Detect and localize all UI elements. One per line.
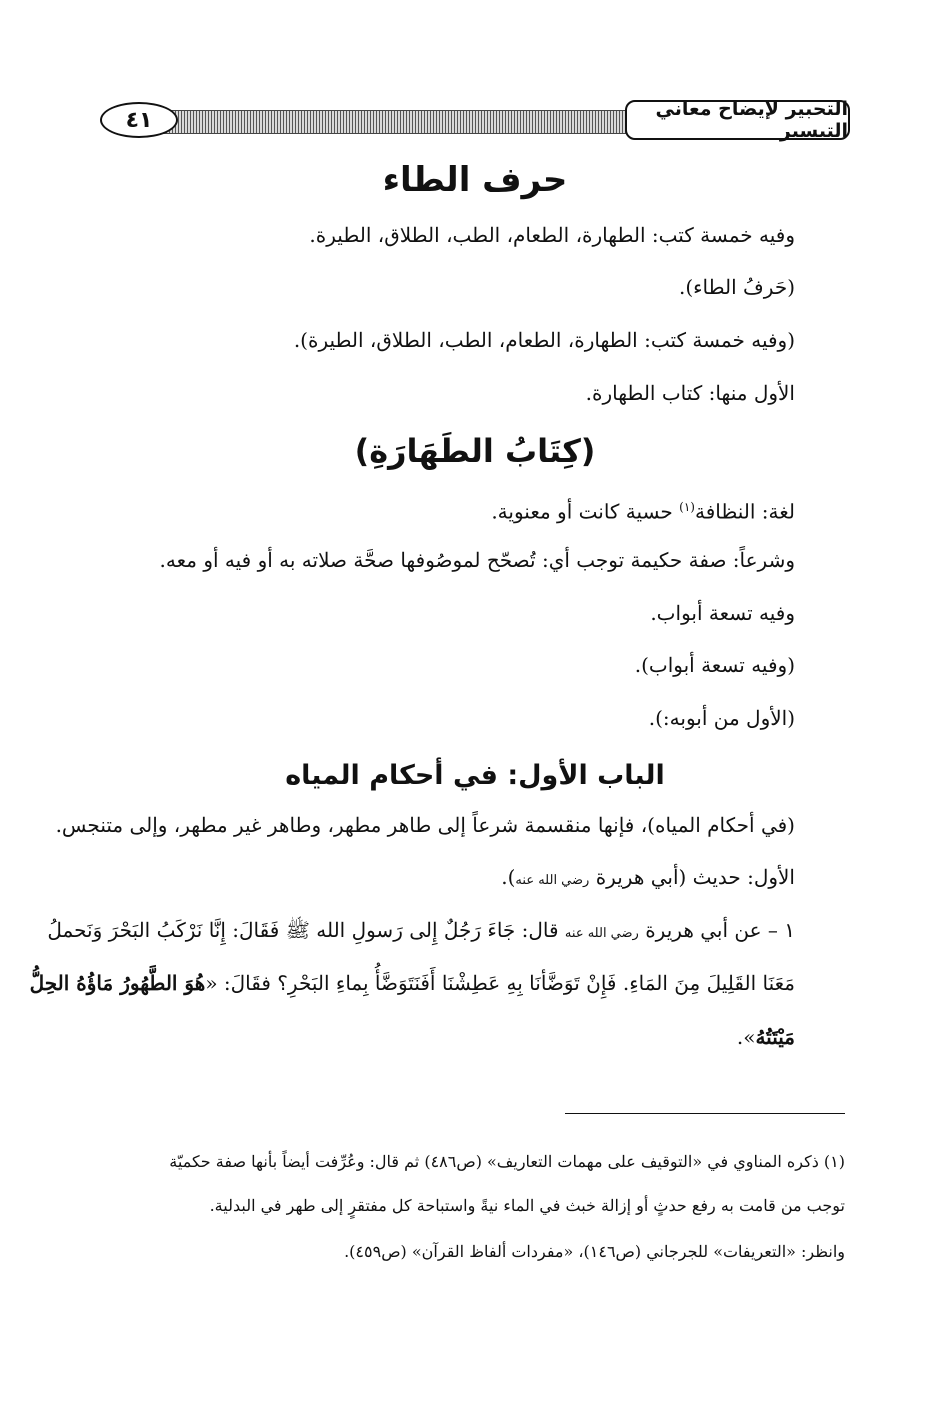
text-line: وفيه خمسة كتب: الطهارة، الطعام، الطب، الطلاق، الطيرة. [309, 223, 795, 247]
header-decorative-band [160, 110, 630, 134]
definition-lugha [95, 492, 795, 527]
text-line: وفيه تسعة أبواب. [650, 601, 795, 625]
hadith-line-3 [95, 1022, 795, 1052]
book-heading: (كِتَابُ الطَهَارَةِ) [354, 432, 596, 470]
page-number: ٤١ [100, 102, 178, 138]
running-header [100, 100, 850, 144]
first-end: ). [501, 865, 516, 889]
lugha-text: لغة: النظافة [694, 499, 795, 524]
first-text: الأول: حديث (أبي هريرة [595, 865, 795, 889]
section-heading-letter: حرف الطاء [382, 160, 568, 200]
text-line: (حَرفُ الطاء). [678, 275, 795, 299]
text-line: (وفيه خمسة كتب: الطهارة، الطعام، الطب، الطلاق، الطيرة). [293, 328, 795, 352]
lugha-rest: حسية كانت أو معنوية. [491, 499, 680, 524]
hadith-text: فَقَالَ: إِنَّا نَرْكَبُ البَحْرَ وَنَحملُ [47, 918, 286, 942]
hadith-close: ». [736, 1025, 756, 1049]
footnote-line: وانظر: «التعريفات» للجرجاني (ص١٤٦)، «مفردات ألفاظ القرآن» (ص٤٥٩). [344, 1242, 845, 1261]
hadith-text: قال: جَاءَ رَجُلٌ إِلى رَسولِ الله [316, 918, 565, 942]
text-line: (في أحكام المياه)، فإنها منقسمة شرعاً إلى طاهر مطهر، وطاهر غير مطهر، وإلى متنجس. [55, 813, 795, 837]
honorific-glyph: رضي الله عنه [515, 873, 590, 888]
chapter-heading: الباب الأول: في أحكام المياه [285, 760, 665, 791]
hadith-text: مَعَنَا القَلِيلَ مِنَ المَاءِ. فَإِنْ تَوَضَّأنَا بِهِ عَطِشْنَا أَفَنَتَوَضَّأُ بِماءِ البَحْرِ؟ فقَالَ: « [205, 971, 795, 995]
footnote-line: توجب من قامت به رفع حدثٍ أو إزالة خبث في الماء نيةً واستباحة كل مفتقرٍ إلى طهر في البدلية. [209, 1196, 845, 1215]
text-line [95, 862, 795, 896]
text-line: (وفيه تسعة أبواب). [634, 653, 795, 677]
hadith-narrator: ١ – عن أبي هريرة [645, 918, 795, 942]
footnote-ref: (١) [679, 500, 695, 514]
footnote-line: (١) ذكره المناوي في «التوقيف على مهمات التعاريف» (ص٤٨٦) ثم قال: وعُرِّفت أيضاً بأنها صفة حكميّة [169, 1152, 845, 1171]
hadith-line-2 [29, 968, 795, 998]
hadith-answer: هُوَ الطَّهُورُ مَاؤُهُ الحِلُّ [29, 971, 206, 995]
definition-shar: وشرعاً: صفة حكيمة توجب أي: تُصحّح لموصُوفها صحَّة صلاته به أو فيه أو معه. [159, 548, 795, 572]
text-line: (الأول من أبوبه:). [648, 706, 795, 730]
salawat-glyph: ﷺ [285, 918, 310, 942]
hadith-line-1 [47, 915, 795, 949]
honorific-glyph: رضي الله عنه [564, 926, 639, 941]
text-line: الأول منها: كتاب الطهارة. [585, 381, 795, 405]
book-title: التحبير لإيضاح معاني التيسير [625, 100, 850, 140]
footnote-separator [565, 1113, 845, 1114]
hadith-answer: مَيْتَتُهُ [755, 1025, 795, 1049]
